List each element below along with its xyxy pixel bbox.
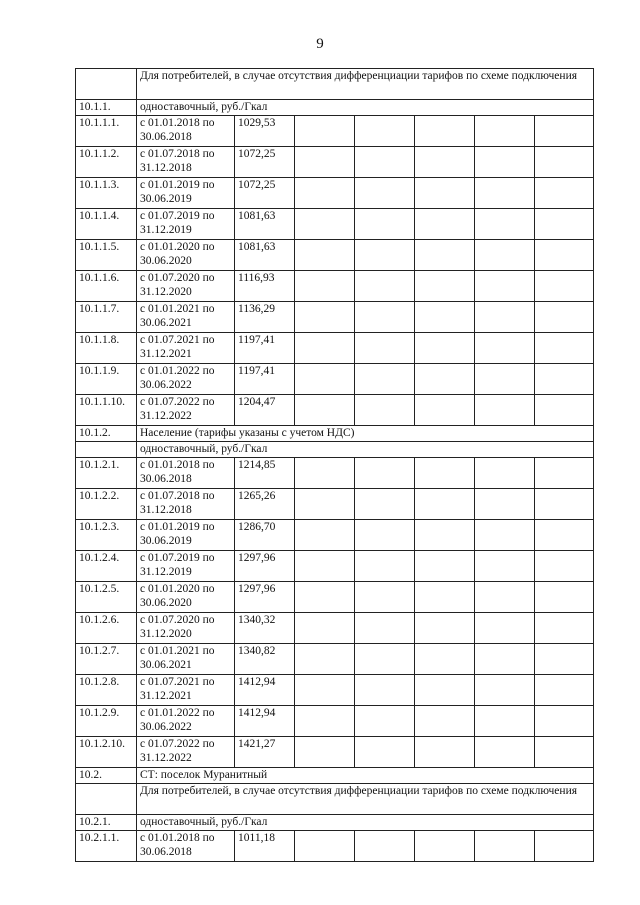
empty-cell [475,178,535,209]
empty-cell [475,209,535,240]
empty-cell [355,240,415,271]
table-row [76,271,594,302]
table-row [76,69,594,100]
empty-cell [415,613,475,644]
row-code: 10.1.2.9. [76,706,137,737]
row-code: 10.1.2.3. [76,520,137,551]
row-code: 10.2.1.1. [76,831,137,862]
tariff-value: 1297,96 [235,582,295,613]
period-cell: с 01.07.2022 по 31.12.2022 [137,395,235,426]
tariff-value: 1011,18 [235,831,295,862]
empty-cell [415,489,475,520]
table-row [76,582,594,613]
row-code: 10.1.1.8. [76,333,137,364]
empty-cell [415,364,475,395]
empty-cell [295,831,355,862]
table-row [76,831,594,862]
row-code: 10.1.2. [76,426,137,442]
row-code: 10.1.1.10. [76,395,137,426]
empty-cell [295,644,355,675]
empty-cell [295,520,355,551]
empty-cell [355,551,415,582]
section-title: одноставочный, руб./Гкал [137,442,594,458]
empty-cell [415,582,475,613]
row-code [76,442,137,458]
table-row [76,395,594,426]
table-row [76,768,594,784]
empty-cell [415,302,475,333]
empty-cell [295,613,355,644]
period-cell: с 01.01.2020 по 30.06.2020 [137,582,235,613]
empty-cell [535,520,594,551]
row-code: 10.1.2.10. [76,737,137,768]
row-code: 10.1.2.4. [76,551,137,582]
empty-cell [295,706,355,737]
row-code [76,69,137,100]
empty-cell [475,675,535,706]
period-cell: с 01.01.2021 по 30.06.2021 [137,302,235,333]
tariff-value: 1136,29 [235,302,295,333]
empty-cell [535,364,594,395]
empty-cell [535,489,594,520]
table-row [76,100,594,116]
empty-cell [415,675,475,706]
empty-cell [355,520,415,551]
empty-cell [355,737,415,768]
period-cell: с 01.07.2020 по 31.12.2020 [137,613,235,644]
period-cell: с 01.01.2020 по 30.06.2020 [137,240,235,271]
empty-cell [295,458,355,489]
group-header: Для потребителей, в случае отсутствия дифференциации тарифов по схеме подключения [137,69,594,100]
empty-cell [355,706,415,737]
empty-cell [475,364,535,395]
row-code: 10.1.1.5. [76,240,137,271]
period-cell: с 01.07.2019 по 31.12.2019 [137,209,235,240]
period-cell: с 01.07.2021 по 31.12.2021 [137,333,235,364]
table-row [76,442,594,458]
table-row [76,737,594,768]
tariff-value: 1340,32 [235,613,295,644]
row-code: 10.1.2.7. [76,644,137,675]
row-code: 10.1.1.1. [76,116,137,147]
period-cell: с 01.01.2021 по 30.06.2021 [137,644,235,675]
empty-cell [535,551,594,582]
empty-cell [535,302,594,333]
empty-cell [355,271,415,302]
empty-cell [295,178,355,209]
empty-cell [535,240,594,271]
empty-cell [475,551,535,582]
empty-cell [355,178,415,209]
period-cell: с 01.01.2018 по 30.06.2018 [137,831,235,862]
row-code: 10.1.1. [76,100,137,116]
row-code: 10.1.1.3. [76,178,137,209]
empty-cell [415,240,475,271]
empty-cell [415,178,475,209]
period-cell: с 01.07.2018 по 31.12.2018 [137,489,235,520]
empty-cell [475,706,535,737]
tariff-value: 1197,41 [235,333,295,364]
period-cell: с 01.07.2022 по 31.12.2022 [137,737,235,768]
tariff-value: 1081,63 [235,240,295,271]
empty-cell [295,489,355,520]
empty-cell [295,302,355,333]
empty-cell [355,395,415,426]
empty-cell [295,675,355,706]
table-row [76,489,594,520]
empty-cell [295,364,355,395]
empty-cell [415,706,475,737]
row-code: 10.1.1.7. [76,302,137,333]
empty-cell [415,333,475,364]
period-cell: с 01.07.2019 по 31.12.2019 [137,551,235,582]
table-row [76,240,594,271]
empty-cell [355,209,415,240]
empty-cell [295,116,355,147]
tariff-value: 1412,94 [235,675,295,706]
empty-cell [295,737,355,768]
empty-cell [475,333,535,364]
empty-cell [415,551,475,582]
empty-cell [475,271,535,302]
empty-cell [535,706,594,737]
period-cell: с 01.01.2019 по 30.06.2019 [137,520,235,551]
tariff-value: 1265,26 [235,489,295,520]
tariff-table [75,68,594,862]
empty-cell [355,147,415,178]
empty-cell [475,644,535,675]
table-row [76,613,594,644]
empty-cell [535,675,594,706]
tariff-value: 1214,85 [235,458,295,489]
empty-cell [475,395,535,426]
row-code: 10.1.2.1. [76,458,137,489]
table-row [76,551,594,582]
table-row [76,302,594,333]
row-code: 10.1.2.6. [76,613,137,644]
empty-cell [415,644,475,675]
table-row [76,426,594,442]
tariff-value: 1340,82 [235,644,295,675]
empty-cell [535,644,594,675]
empty-cell [535,333,594,364]
empty-cell [535,116,594,147]
page-number: 9 [316,36,324,52]
empty-cell [355,582,415,613]
empty-cell [355,489,415,520]
empty-cell [295,271,355,302]
empty-cell [295,333,355,364]
empty-cell [535,613,594,644]
row-code: 10.1.1.6. [76,271,137,302]
empty-cell [475,613,535,644]
empty-cell [475,737,535,768]
table-row [76,815,594,831]
empty-cell [295,209,355,240]
period-cell: с 01.01.2018 по 30.06.2018 [137,458,235,489]
tariff-value: 1029,53 [235,116,295,147]
empty-cell [415,147,475,178]
empty-cell [535,178,594,209]
tariff-value: 1286,70 [235,520,295,551]
tariff-value: 1072,25 [235,147,295,178]
empty-cell [355,333,415,364]
empty-cell [355,613,415,644]
table-row [76,147,594,178]
table-row [76,364,594,395]
section-title: Население (тарифы указаны с учетом НДС) [137,426,594,442]
tariff-value: 1197,41 [235,364,295,395]
tariff-value: 1081,63 [235,209,295,240]
empty-cell [475,458,535,489]
empty-cell [535,737,594,768]
table-row [76,333,594,364]
section-title: одноставочный, руб./Гкал [137,815,594,831]
period-cell: с 01.07.2018 по 31.12.2018 [137,147,235,178]
row-code: 10.1.2.5. [76,582,137,613]
tariff-value: 1116,93 [235,271,295,302]
empty-cell [355,675,415,706]
tariff-value: 1421,27 [235,737,295,768]
table-row [76,209,594,240]
empty-cell [295,147,355,178]
empty-cell [415,116,475,147]
empty-cell [415,209,475,240]
empty-cell [355,302,415,333]
empty-cell [295,582,355,613]
period-cell: с 01.07.2020 по 31.12.2020 [137,271,235,302]
table-row [76,675,594,706]
empty-cell [355,644,415,675]
group-header: Для потребителей, в случае отсутствия дифференциации тарифов по схеме подключения [137,784,594,815]
empty-cell [415,458,475,489]
empty-cell [475,302,535,333]
empty-cell [415,737,475,768]
empty-cell [415,271,475,302]
row-code: 10.1.2.2. [76,489,137,520]
empty-cell [415,395,475,426]
empty-cell [355,364,415,395]
table-row [76,458,594,489]
empty-cell [355,831,415,862]
tariff-value: 1297,96 [235,551,295,582]
period-cell: с 01.01.2022 по 30.06.2022 [137,706,235,737]
row-code: 10.1.1.2. [76,147,137,178]
empty-cell [535,582,594,613]
empty-cell [535,395,594,426]
period-cell: с 01.01.2019 по 30.06.2019 [137,178,235,209]
empty-cell [295,395,355,426]
empty-cell [475,489,535,520]
empty-cell [355,116,415,147]
period-cell: с 01.07.2021 по 31.12.2021 [137,675,235,706]
table-row [76,784,594,815]
empty-cell [475,520,535,551]
table-row [76,178,594,209]
table-row [76,116,594,147]
empty-cell [535,271,594,302]
section-title: одноставочный, руб./Гкал [137,100,594,116]
empty-cell [475,147,535,178]
table-row [76,520,594,551]
empty-cell [475,831,535,862]
empty-cell [535,831,594,862]
row-code: 10.1.1.9. [76,364,137,395]
row-code: 10.1.1.4. [76,209,137,240]
row-code: 10.2. [76,768,137,784]
empty-cell [415,831,475,862]
empty-cell [295,240,355,271]
empty-cell [535,209,594,240]
table-row [76,706,594,737]
empty-cell [355,458,415,489]
period-cell: с 01.01.2018 по 30.06.2018 [137,116,235,147]
tariff-value: 1072,25 [235,178,295,209]
row-code [76,784,137,815]
empty-cell [535,458,594,489]
period-cell: с 01.01.2022 по 30.06.2022 [137,364,235,395]
empty-cell [475,116,535,147]
row-code: 10.1.2.8. [76,675,137,706]
empty-cell [535,147,594,178]
empty-cell [475,582,535,613]
table-row [76,644,594,675]
empty-cell [415,520,475,551]
row-code: 10.2.1. [76,815,137,831]
tariff-value: 1204,47 [235,395,295,426]
section-title: СТ: поселок Муранитный [137,768,594,784]
tariff-value: 1412,94 [235,706,295,737]
empty-cell [475,240,535,271]
empty-cell [295,551,355,582]
